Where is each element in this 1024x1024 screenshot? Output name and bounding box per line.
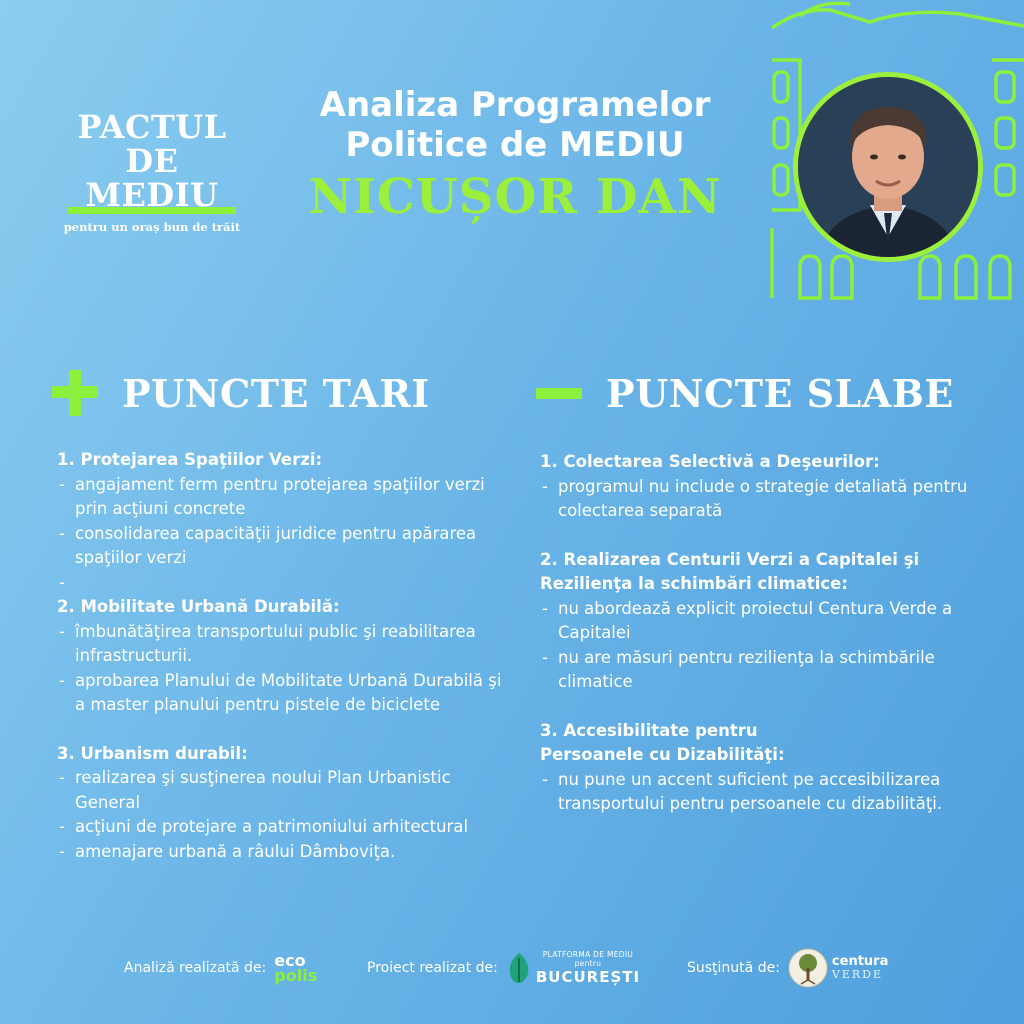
list-item: - programul nu include o strategie detaliată pentru colectarea separată (540, 475, 980, 524)
list-item-empty (57, 571, 502, 596)
ecopolis-logo-bottom: polis (274, 966, 318, 985)
platform-mid-text: pentru (574, 959, 602, 968)
leaf-icon (508, 952, 530, 984)
list-item: - nu pune un accent suficient pe accesibilizarea transportului pentru persoanele cu dizabilităţi. (540, 768, 980, 817)
candidate-name: NICUȘOR DAN (308, 169, 722, 225)
plus-icon (52, 370, 98, 416)
ecopolis-logo (274, 953, 317, 983)
platform-bottom-text: BUCUREȘTI (535, 968, 641, 986)
footer-supported (687, 948, 888, 988)
strength-group-title: 1. Protejarea Spaţiilor Verzi: (57, 450, 323, 469)
strength-group-title: 2. Mobilitate Urbană Durabilă: (57, 597, 340, 616)
candidate-portrait (793, 72, 983, 262)
footer-analysis (124, 948, 317, 988)
logo-line-2-text: DE MEDIU (85, 142, 219, 214)
analysis-label: Analiză realizată de: (124, 960, 267, 976)
logo-tagline: pentru un oraș bun de trăit (63, 220, 241, 234)
title-line-1: Analiza Programelor (319, 85, 711, 125)
list-item: - nu are măsuri pentru rezilienţa la schimbările climatice (540, 646, 980, 695)
weaknesses-list (540, 450, 980, 817)
weakness-group-title: 1. Colectarea Selectivă a Deşeurilor: (540, 452, 880, 471)
strengths-heading-label: PUNCTE TARI (122, 370, 430, 416)
pactul-de-mediu-logo (62, 110, 252, 234)
list-item: - aprobarea Planului de Mobilitate Urbană Durabilă şi a master planului pentru pistele de biciclete (57, 669, 502, 718)
title-line-2: Politice de MEDIU (345, 125, 685, 165)
weakness-group-title-cont: Rezilienţa la schimbări climatice: (540, 574, 848, 593)
portrait-illustration (798, 77, 978, 257)
logo-line-2 (62, 144, 242, 212)
platforma-logo (508, 950, 640, 986)
weaknesses-heading-label: PUNCTE SLABE (606, 370, 954, 416)
page-title (290, 85, 740, 225)
logo-line-1: PACTUL (77, 108, 227, 146)
list-item: - consolidarea capacităţii juridice pentru apărarea spaţiilor verzi (57, 522, 502, 571)
centura-bottom-text: VERDE (831, 968, 884, 981)
weakness-group-title-cont: Persoanele cu Dizabilităţi: (540, 745, 785, 764)
list-item: - realizarea şi susţinerea noului Plan Urbanistic General (57, 766, 502, 815)
weakness-group-title: 3. Accesibilitate pentru (540, 720, 758, 740)
minus-icon (536, 370, 582, 416)
list-item: - amenajare urbană a râului Dâmboviţa. (57, 840, 502, 865)
centura-verde-logo (788, 948, 888, 988)
project-label: Proiect realizat de: (367, 960, 498, 976)
list-item: - angajament ferm pentru protejarea spaţiilor verzi prin acţiuni concrete (57, 473, 502, 522)
weaknesses-heading (536, 368, 954, 418)
tree-icon (788, 948, 828, 988)
ecopolis-logo-top: eco (274, 951, 306, 970)
strength-group-title: 3. Urbanism durabil: (57, 743, 248, 763)
list-item: - nu abordează explicit proiectul Centura Verde a Capitalei (540, 597, 980, 646)
list-item: - acţiuni de protejare a patrimoniului arhitectural (57, 815, 502, 840)
supported-label: Susţinută de: (687, 960, 780, 976)
strengths-list (57, 448, 502, 864)
list-item: - îmbunătăţirea transportului public şi reabilitarea infrastructurii. (57, 620, 502, 669)
footer-project (367, 948, 640, 988)
centura-top-text: centura (831, 954, 889, 969)
weakness-group-title: 2. Realizarea Centurii Verzi a Capitalei şi (540, 549, 920, 569)
platform-top-text: PLATFORMA DE MEDIU (542, 950, 634, 959)
strengths-heading (52, 368, 430, 418)
